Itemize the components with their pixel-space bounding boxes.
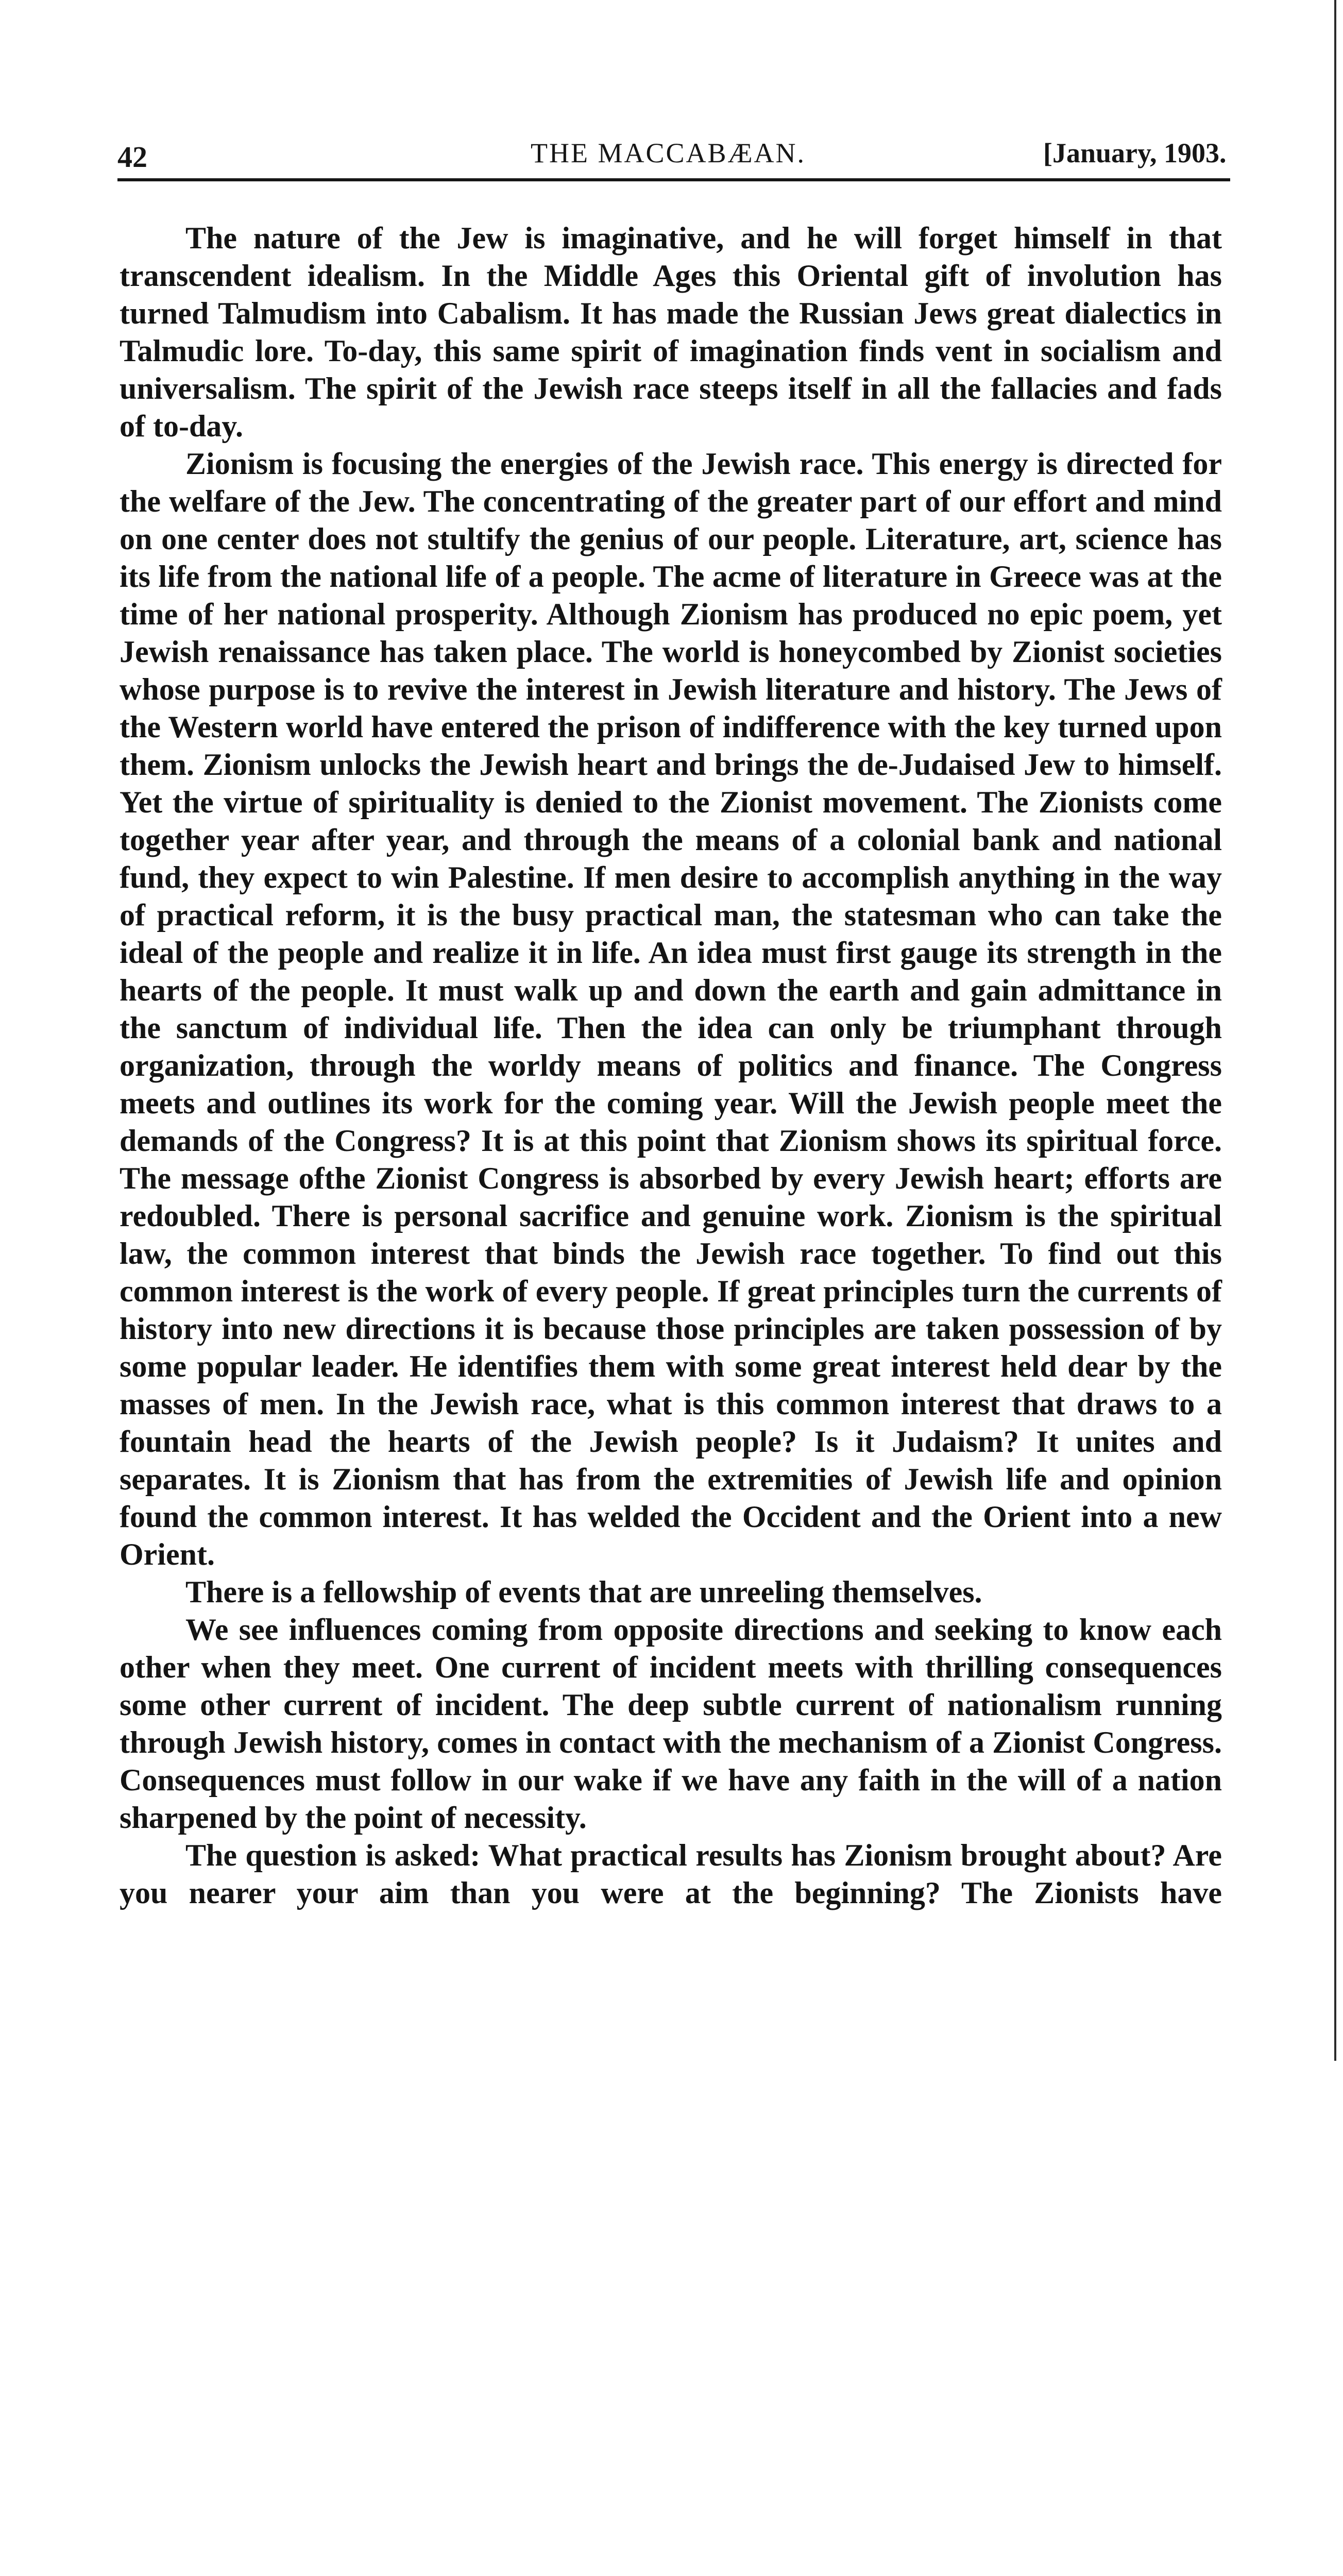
page-number: 42 [117, 140, 147, 174]
issue-date: [January, 1903. [1043, 138, 1227, 168]
scan-footer [0, 1958, 1343, 2061]
paragraph-fellowship: There is a fellowship of events that are unreeling themselves. [185, 1575, 982, 1609]
paragraph-zionism-energies: Zionism is focusing the energies of the Jewish race. This energy is directed for the welfare of the Jew. The concentrating of the greater part of our effort and mind on one center does not stultify the genius of our people. Literature, art, science has its life from the national life of a people. The acme of literature in Greece was at the time of her national prosperity. Although Zionism has produced no epic poem, yet Jewish renaissance has taken place. The world is honeycombed by Zionist societies whose purpose is to revive the interest in Jewish literature and history. The Jews of the Western world have entered the prison of indifference with the key turned upon them. Zionism unlocks the Jewish heart and brings the de-Judaised Jew to himself. Yet the virtue of spirituality is denied to the Zionist movement. The Zionists come together year after year, and through the means of a colonial bank and national fund, they expect to win Palestine. If men desire to accomplish anything in the way of practical reform, it is the busy practical man, the statesman who can take the ideal of the people and realize it in life. An idea must first gauge its strength in the hearts of the people. It must walk up and down the earth and gain admittance in the sanctum of individual life. Then the idea can only be triumphant through organization, through the worldy means of politics and finance. The Congress meets and outlines its work for the coming year. Will the Jewish people meet the demands of the Congress? It is at this point that Zionism shows its spiritual force. The message ofthe Zionist Congress is absorbed by every Jewish heart; efforts are redoubled. There is personal sacrifice and genuine work. Zionism is the spiritual law, the common interest that binds the Jewish race together. To find out this common interest is the work of every people. If great principles turn the currents of history into new directions it is because those principles are taken possession of by some popular leader. He identifies them with some great interest held dear by the masses of men. In the Jewish race, what is this common interest that draws to a fountain head the hearts of the Jewish people? Is it Judaism? It unites and separates. It is Zionism that has from the extremities of Jewish life and opinion found the common interest. It has welded the Occident and the Orient into a new Orient. [120, 447, 1222, 1571]
paragraph-imagination: The nature of the Jew is imaginative, and he will forget himself in that transcendent idealism. In the Middle Ages this Oriental gift of involution has turned Talmudism into Cabalism. It has made the Russian Jews great dialectics in Talmudic lore. To-day, this same spirit of imagination finds vent in socialism and universalism. The spirit of the Jewish race steeps itself in all the fallacies and fads of to-day. [120, 221, 1222, 443]
header-rule [117, 178, 1230, 181]
article-body [120, 219, 1222, 1912]
paragraph-question: The question is asked: What practical results has Zionism brought about? Are you nearer your aim than you were at the beginning? The Zionists have [120, 1838, 1222, 1910]
paragraph-influences: We see influences coming from opposite directions and seeking to know each other when they meet. One current of incident meets with thrilling consequences some other current of incident. The deep subtle current of nationalism running through Jewish history, comes in contact with the mechanism of a Zionist Congress. Consequences must follow in our wake if we have any faith in the will of a nation sharpened by the point of necessity. [120, 1613, 1222, 1835]
journal-title: THE MACCABÆAN. [531, 138, 806, 168]
running-head [0, 0, 1343, 185]
scanned-page-edge [1334, 0, 1336, 2061]
